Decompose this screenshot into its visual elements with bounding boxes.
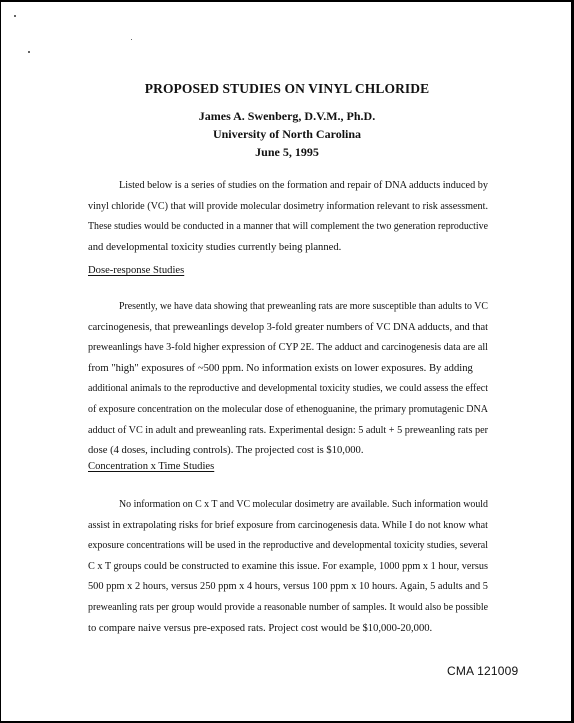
paragraph-line: No information on C x T and VC molecular dosimetry are available. Such information would [119, 499, 488, 510]
document-control-number: CMA 121009 [447, 664, 519, 678]
paragraph-line: Presently, we have data showing that preweanling rats are more susceptible than adults to VC [119, 301, 488, 312]
scan-speck [28, 51, 30, 53]
paragraph-line: of exposure concentration on the molecular dose of ethenoguanine, the primary promutagenic DNA [88, 403, 488, 415]
scan-speck [14, 15, 16, 17]
paragraph-line: adduct of VC in adult and preweanling rats. Experimental design: 5 adult + 5 preweanling rats per [88, 424, 488, 436]
paragraph-line: assist in extrapolating risks for brief exposure from carcinogenesis data. While I do not know what [88, 519, 488, 531]
section-heading-concentration-time: Concentration x Time Studies [88, 461, 215, 472]
paragraph-line: vinyl chloride (VC) that will provide molecular dosimetry information relevant to risk assessment. [88, 200, 488, 212]
intro-paragraph [88, 176, 488, 258]
affiliation-line: University of North Carolina [212, 127, 362, 141]
paragraph-line: and developmental toxicity studies currently being planned. [88, 241, 342, 253]
paragraph-line: preweanlings have 3-fold higher expression of CYP 2E. The adduct and carcinogenesis data are all [88, 342, 488, 354]
section-heading-dose-response: Dose-response Studies [88, 265, 185, 276]
paragraph-line: exposure concentrations will be used in the reproductive and developmental toxicity studies, several [88, 540, 488, 552]
paragraph-line: from "high" exposures of ~500 ppm. No information exists on lower exposures. By adding [88, 362, 473, 374]
paragraph-line: These studies would be conducted in a manner that will complement the two generation reproductive [88, 221, 488, 233]
paragraph-line: to compare naive versus pre-exposed rats. Project cost would be $10,000-20,000. [88, 622, 433, 634]
paragraph-line: dose (4 doses, including controls). The projected cost is $10,000. [88, 445, 364, 457]
paragraph-line: preweanling rats per group would provide a reasonable number of samples. It would also be possible [88, 601, 488, 613]
paragraph-line: Listed below is a series of studies on the formation and repair of DNA adducts induced by [119, 180, 488, 191]
paragraph-line: C x T groups could be constructed to examine this issue. For example, 1000 ppm x 1 hour, versus [88, 560, 488, 572]
dose-response-paragraph [88, 297, 488, 462]
document-title: PROPOSED STUDIES ON VINYL CHLORIDE [144, 81, 430, 96]
date-line: June 5, 1995 [255, 145, 319, 159]
author-line: James A. Swenberg, D.V.M., Ph.D. [198, 109, 376, 123]
concentration-time-paragraph [88, 495, 488, 639]
scan-speck [131, 39, 132, 40]
paragraph-line: carcinogenesis, that preweanlings develop 3-fold greater numbers of VC DNA adducts, and that [88, 321, 488, 333]
paragraph-line: 500 ppm x 2 hours, versus 250 ppm x 4 hours, versus 100 ppm x 10 hours. Again, 5 adults and 5 [88, 581, 488, 593]
paragraph-line: additional animals to the reproductive and developmental toxicity studies, we could assess the effect [88, 383, 488, 395]
page-border-top [0, 0, 572, 2]
